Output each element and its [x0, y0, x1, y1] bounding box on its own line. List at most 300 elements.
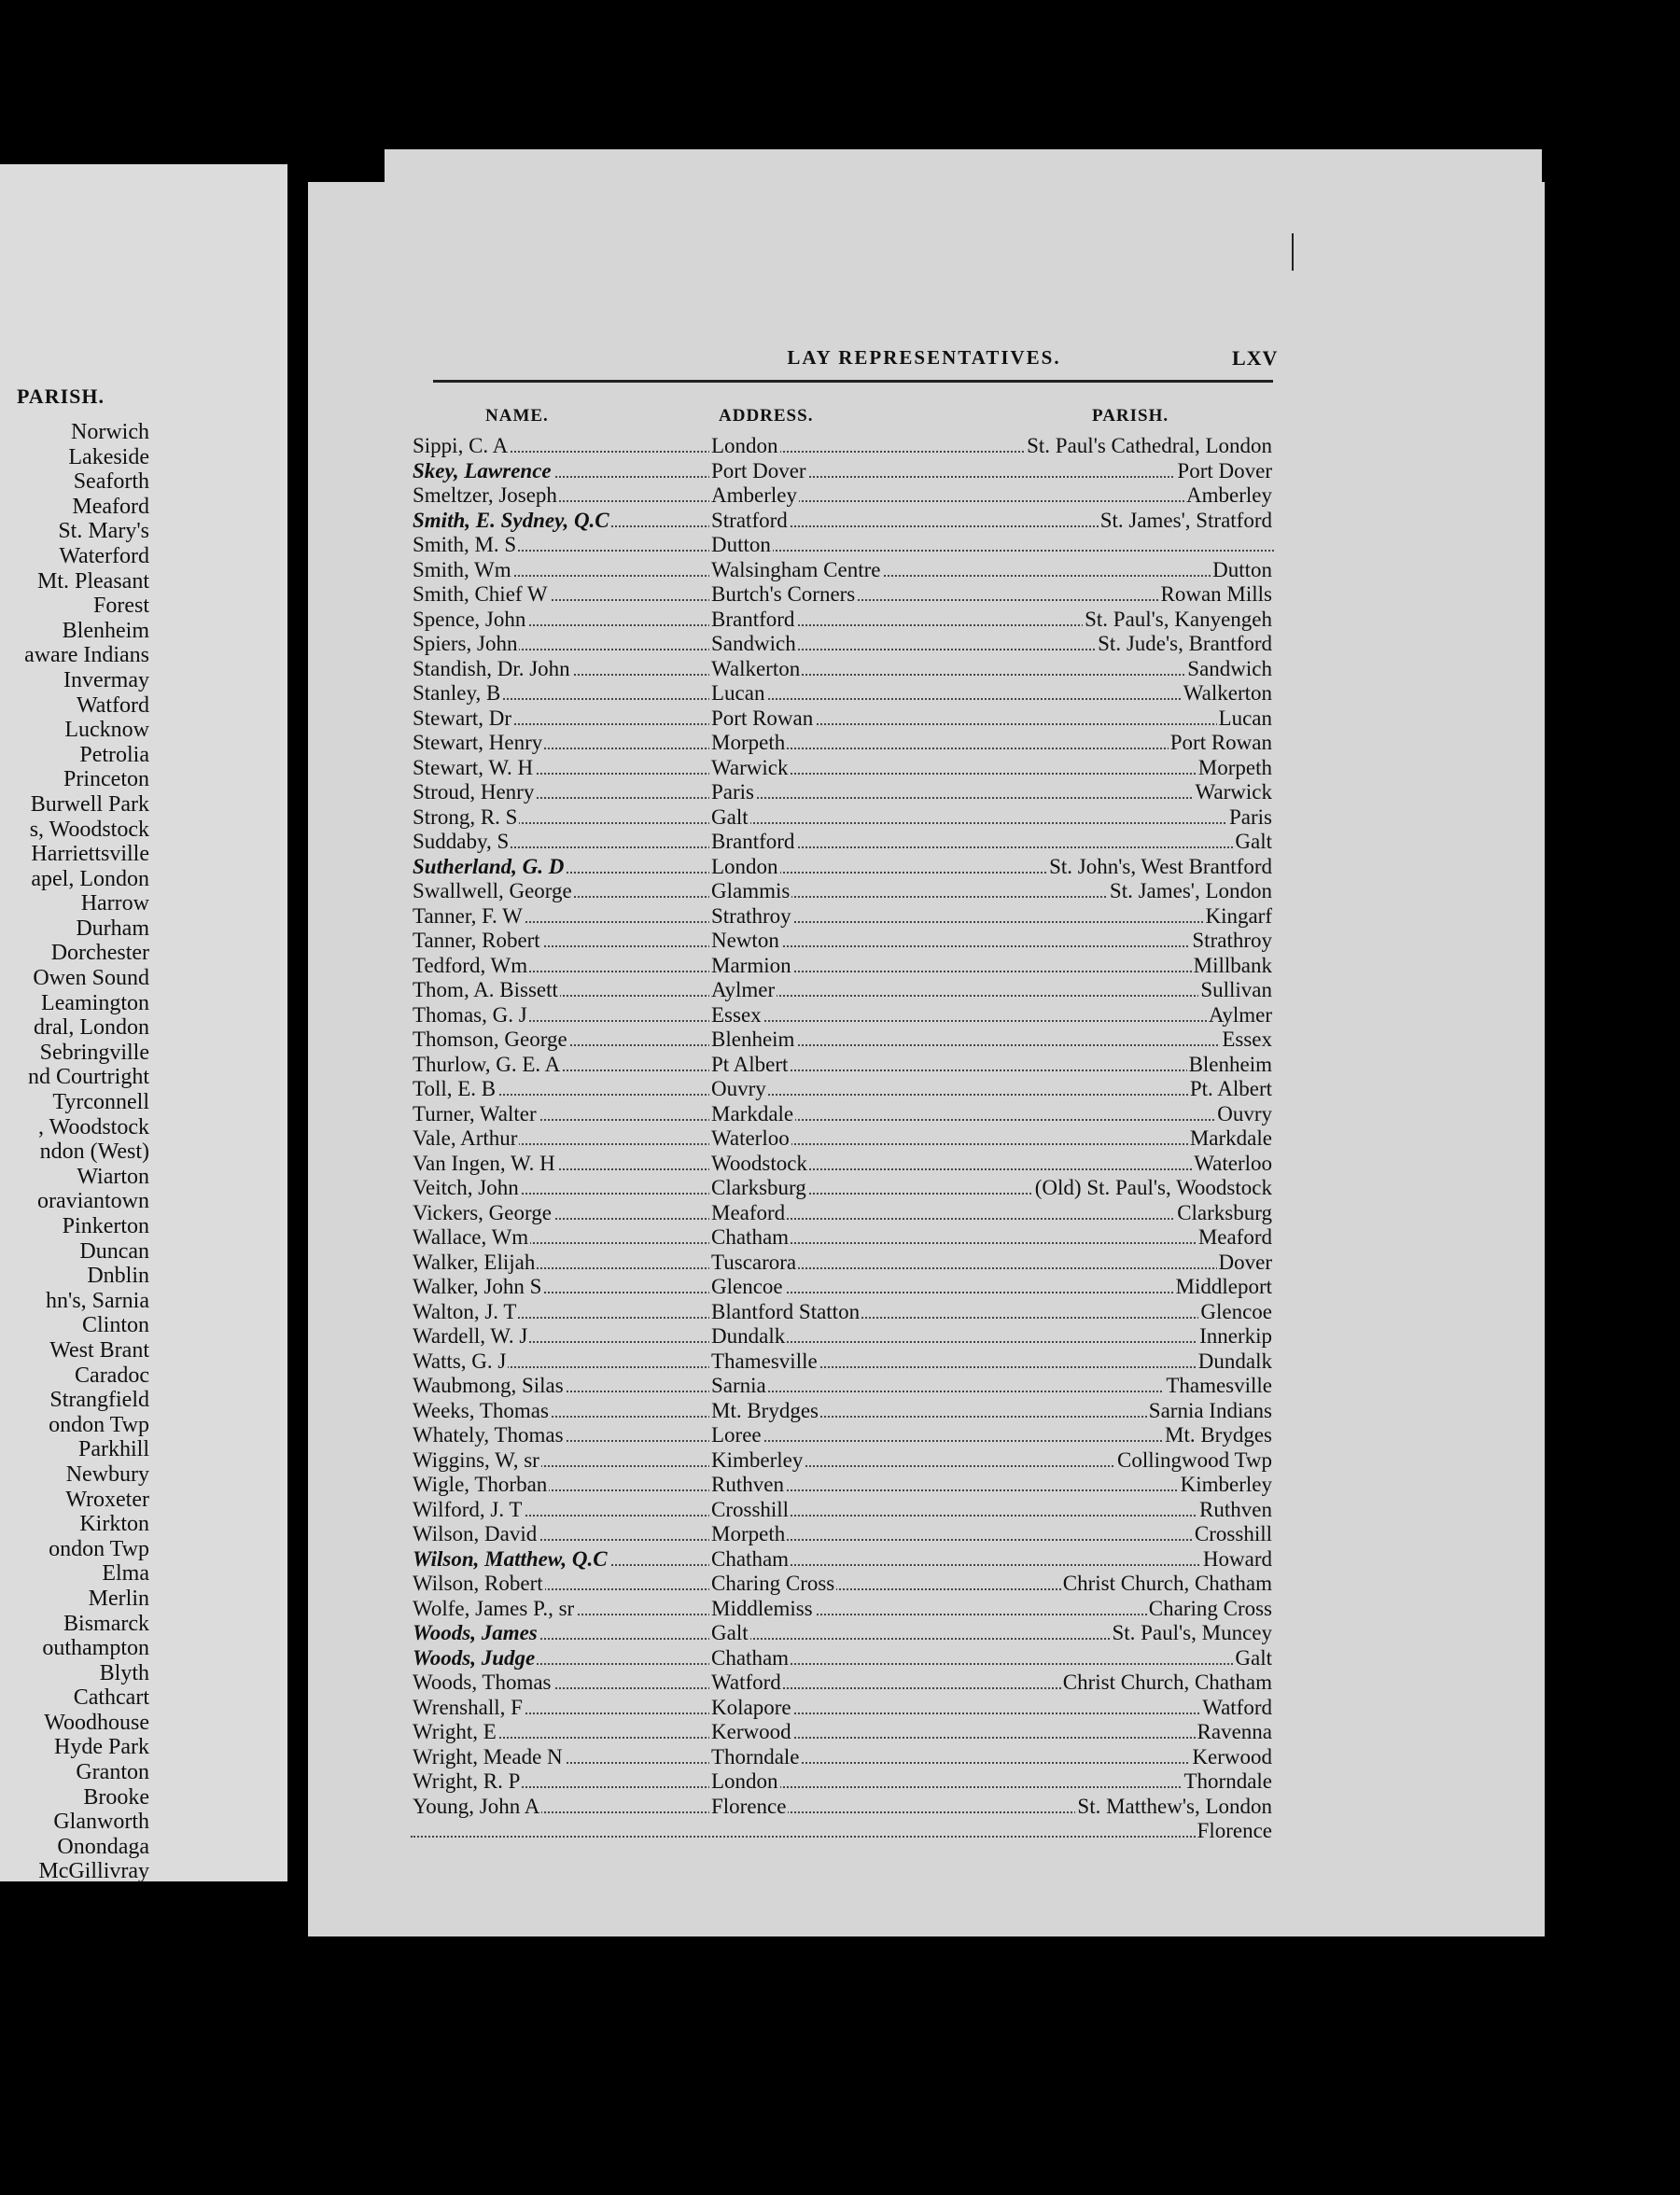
entry-parish: Paris: [1229, 804, 1272, 829]
left-parish-item: Onondaga: [57, 1834, 149, 1859]
entry-row: [411, 1028, 1274, 1053]
entry-address: Stratford: [711, 508, 788, 532]
entry-row: [411, 1696, 1274, 1721]
entry-parish: Charing Cross: [1148, 1596, 1272, 1620]
entry-parish: Ravenna: [1197, 1720, 1272, 1743]
entry-name: Stewart, W. H: [413, 755, 534, 779]
entry-parish: St. Jude's, Brantford: [1098, 632, 1272, 655]
entry-name: Wiggins, W, sr: [413, 1447, 539, 1472]
left-parish-item: Elma: [102, 1561, 149, 1587]
entry-row: [411, 954, 1274, 979]
entry-parish: Port Dover: [1177, 458, 1272, 482]
entry-row: [411, 805, 1274, 831]
entry-name: Smith, M. S: [413, 533, 517, 556]
entry-parish: Christ Church, Chatham: [1062, 1671, 1272, 1694]
left-parish-item: Forest: [93, 594, 149, 619]
entry-address: Chatham: [711, 1546, 790, 1571]
entry-address: Marmion: [711, 953, 791, 977]
entry-row: [411, 582, 1274, 608]
entry-name: Sutherland, G. D: [413, 854, 565, 878]
entry-name: Stroud, Henry: [413, 780, 535, 804]
left-parish-item: Glanworth: [53, 1810, 149, 1835]
entry-name: Sippi, C. A: [413, 434, 509, 457]
entry-row: [411, 1448, 1274, 1474]
entry-name: Wigle, Thorban: [413, 1473, 548, 1496]
entry-parish: St. Matthew's, London: [1077, 1794, 1272, 1818]
header-rule: [433, 380, 1273, 383]
left-parish-item: Blenheim: [62, 618, 149, 643]
entry-name: Smith, Chief W: [413, 582, 548, 606]
entry-row: [411, 1152, 1274, 1177]
entry-name: Skey, Lawrence: [413, 458, 552, 482]
entry-parish: Kingarf: [1205, 903, 1272, 928]
leader-dots: [411, 1126, 1274, 1145]
entry-row: [411, 533, 1274, 558]
entry-name: Waubmong, Silas: [413, 1374, 564, 1397]
entry-address: Amberley: [711, 483, 797, 507]
entry-parish: Middleport: [1175, 1275, 1272, 1298]
entry-row: [411, 1498, 1274, 1523]
entry-parish: St. Paul's, Muncey: [1112, 1621, 1272, 1644]
entry-name: Walker, John S: [413, 1275, 542, 1298]
left-parish-item: Kirkton: [79, 1512, 149, 1537]
left-parish-item: West Brant: [49, 1337, 149, 1363]
entry-row: [411, 1572, 1274, 1597]
entry-name: Stanley, B: [413, 681, 501, 705]
entry-name: Wilford, J. T: [413, 1497, 523, 1521]
entry-address: Meaford: [711, 1200, 786, 1224]
entry-address: Glammis: [711, 879, 791, 902]
entry-address: Paris: [711, 780, 754, 804]
left-parish-item: Princeton: [63, 767, 149, 792]
entry-parish: Strathroy: [1192, 929, 1272, 952]
left-parish-item: Norwich: [71, 420, 149, 444]
entry-parish: Thamesville: [1166, 1374, 1272, 1397]
entry-row: [411, 780, 1274, 805]
leader-dots: [411, 706, 1274, 725]
entry-parish: Lucan: [1218, 706, 1272, 730]
entry-row: [411, 1399, 1274, 1424]
entry-address: Lucan: [711, 681, 765, 705]
left-parish-item: Duncan: [79, 1238, 149, 1264]
entry-name: Wallace, Wm: [413, 1225, 529, 1249]
left-parish-item: Watford: [76, 692, 149, 718]
left-parish-item: Granton: [76, 1760, 149, 1785]
entry-row: [411, 1795, 1274, 1820]
entry-row: [411, 1646, 1274, 1671]
entry-parish: Essex: [1222, 1028, 1272, 1051]
leader-dots: [411, 780, 1274, 799]
entry-parish: Clarksburg: [1177, 1200, 1272, 1224]
left-parish-item: Merlin: [88, 1586, 149, 1611]
entry-address: Kimberley: [711, 1447, 804, 1472]
entry-parish: Howard: [1202, 1546, 1272, 1571]
left-parish-heading: PARISH.: [17, 384, 105, 408]
left-parish-item: Seaforth: [73, 469, 149, 495]
entry-row: [411, 1349, 1274, 1375]
entry-row: [411, 1720, 1274, 1745]
leader-dots: [411, 954, 1274, 972]
entry-parish: Rowan Mills: [1160, 582, 1272, 606]
margin-mark: [1292, 233, 1299, 271]
left-parish-item: Mt. Pleasant: [37, 568, 149, 594]
entry-parish: Dutton: [1212, 557, 1272, 581]
entry-address: London: [711, 854, 778, 878]
entry-row: [411, 1176, 1274, 1201]
entry-row: [411, 1769, 1274, 1795]
entry-row: [411, 1473, 1274, 1498]
left-parish-item: Parkhill: [78, 1437, 149, 1462]
entry-name: Vickers, George: [413, 1200, 552, 1224]
entry-parish: Kimberley: [1180, 1473, 1272, 1496]
entry-row: [411, 1374, 1274, 1399]
entry-parish: Meaford: [1197, 1225, 1272, 1249]
page-top-edge: [385, 149, 1542, 187]
entry-address: Glencoe: [711, 1275, 783, 1298]
entry-name: Tedford, Wm: [413, 953, 528, 977]
entry-address: Mt. Brydges: [711, 1398, 819, 1422]
left-parish-item: s, Woodstock: [29, 817, 149, 842]
entry-address: Clarksburg: [711, 1176, 806, 1199]
entry-name: Whately, Thomas: [413, 1423, 564, 1447]
entry-address: Loree: [711, 1423, 762, 1447]
left-parish-item: Lakeside: [68, 444, 149, 469]
running-head: LAY REPRESENTATIVES.: [787, 346, 1061, 369]
left-parish-item: Leamington: [41, 990, 149, 1015]
leader-dots: [411, 1646, 1274, 1665]
entry-parish: Aylmer: [1208, 1002, 1272, 1027]
left-parish-item: Wiarton: [77, 1164, 149, 1189]
column-head-parish: PARISH.: [1092, 406, 1169, 426]
leader-dots: [411, 1720, 1274, 1739]
entry-row: [411, 1547, 1274, 1573]
entry-address: Pt Albert: [711, 1052, 789, 1076]
left-parish-item: Harriettsville: [31, 842, 149, 867]
entry-address: Morpeth: [711, 731, 786, 754]
entry-row: [411, 509, 1274, 534]
entry-name: Vale, Arthur: [413, 1126, 518, 1150]
entry-name: Thomson, George: [413, 1028, 567, 1051]
entry-address: Aylmer: [711, 978, 776, 1001]
entry-parish: Kerwood: [1192, 1744, 1272, 1769]
entry-parish: Walkerton: [1183, 681, 1272, 705]
left-parish-item: Harrow: [80, 891, 149, 916]
entry-row: [411, 1423, 1274, 1448]
leader-dots: [411, 1819, 1274, 1838]
entry-parish: Sarnia Indians: [1148, 1398, 1272, 1422]
entry-name: Swallwell, George: [413, 879, 572, 902]
left-parish-item: outhampton: [42, 1636, 149, 1661]
entry-name: Young, John A: [413, 1794, 540, 1818]
left-parish-item: Hyde Park: [54, 1735, 149, 1760]
entry-address: Middlemiss: [711, 1596, 813, 1620]
left-parish-item: ndon (West): [39, 1139, 149, 1165]
entry-parish: Thorndale: [1183, 1769, 1272, 1793]
entry-parish: Ruthven: [1199, 1497, 1272, 1521]
entry-parish: St. James', London: [1109, 879, 1272, 902]
entry-address: Chatham: [711, 1645, 790, 1670]
entry-name: Veitch, John: [413, 1176, 519, 1199]
entry-parish: Glencoe: [1200, 1299, 1272, 1323]
entry-row: [411, 1671, 1274, 1696]
entry-name: Thom, A. Bissett: [413, 978, 558, 1001]
entry-address: Blantford Statton: [711, 1299, 861, 1323]
left-parish-item: McGillivray: [38, 1859, 149, 1884]
entry-name: Wilson, Robert: [413, 1572, 543, 1595]
entry-name: Standish, Dr. John: [413, 656, 570, 680]
entry-row: [411, 855, 1274, 880]
entry-address: Sarnia: [711, 1374, 766, 1397]
entry-name: Wright, R. P: [413, 1769, 521, 1793]
entry-name: Thurlow, G. E. A: [413, 1052, 561, 1076]
leader-dots: [411, 1077, 1274, 1096]
left-parish-item: Wroxeter: [65, 1487, 149, 1512]
entry-address: Newton: [711, 929, 779, 952]
entry-row: [411, 929, 1274, 954]
entry-row: [411, 1003, 1274, 1028]
leader-dots: [411, 533, 1274, 552]
left-parish-item: Lucknow: [64, 718, 149, 743]
page-number: LXV: [1232, 346, 1279, 370]
left-parish-item: aware Indians: [24, 643, 149, 668]
entry-parish: Markdale: [1189, 1126, 1272, 1150]
entry-name: Wright, Meade N: [413, 1744, 563, 1769]
left-parish-list: [0, 420, 149, 1884]
left-parish-item: ondon Twp: [49, 1412, 149, 1437]
entry-parish: St. Paul's, Kanyengeh: [1085, 607, 1272, 631]
entry-parish: Warwick: [1195, 780, 1272, 804]
entry-row: [411, 1201, 1274, 1226]
entry-row: [411, 632, 1274, 657]
entry-parish: Watford: [1202, 1695, 1272, 1719]
entry-parish: St. Paul's Cathedral, London: [1027, 434, 1272, 457]
entry-address: Sandwich: [711, 632, 796, 655]
column-head-address: ADDRESS.: [719, 406, 814, 426]
leader-dots: [411, 904, 1274, 923]
entry-address: Markdale: [711, 1101, 794, 1125]
left-parish-item: nd Courtright: [28, 1065, 149, 1090]
entry-parish: Blenheim: [1188, 1052, 1272, 1076]
left-parish-item: Blyth: [99, 1660, 149, 1685]
entry-name: Wolfe, James P., sr: [413, 1596, 575, 1620]
entry-address: Woodstock: [711, 1151, 807, 1175]
right-page: [308, 182, 1545, 1936]
entry-name: Toll, E. B: [413, 1077, 497, 1100]
entry-name: Stewart, Dr: [413, 706, 512, 730]
entry-name: Wright, E: [413, 1720, 497, 1743]
entry-parish: Amberley: [1186, 483, 1272, 507]
entry-row: [411, 1621, 1274, 1646]
entry-row: [411, 1324, 1274, 1349]
entry-parish: Galt: [1235, 1645, 1272, 1670]
entry-row: [411, 1102, 1274, 1127]
left-parish-item: Woodhouse: [44, 1710, 149, 1735]
entry-row: [411, 1077, 1274, 1102]
entry-name: Van Ingen, W. H: [413, 1151, 555, 1175]
entry-address: London: [711, 434, 778, 457]
entry-address: Thamesville: [711, 1349, 818, 1373]
entry-name: Tanner, Robert: [413, 929, 540, 952]
entry-parish: Florence: [1197, 1819, 1272, 1842]
entry-parish: St. John's, West Brantford: [1049, 854, 1272, 878]
leader-dots: [411, 1522, 1274, 1541]
entry-parish: Innerkip: [1199, 1324, 1272, 1348]
entry-row: [411, 1275, 1274, 1300]
entry-address: Galt: [711, 804, 749, 829]
entry-address: Waterloo: [711, 1126, 790, 1150]
leader-dots: [411, 1769, 1274, 1788]
leader-dots: [411, 1349, 1274, 1368]
left-parish-item: Newbury: [65, 1461, 149, 1487]
leader-dots: [411, 1324, 1274, 1343]
entry-address: Watford: [711, 1671, 781, 1694]
entry-row: [411, 459, 1274, 484]
entry-address: Brantford: [711, 607, 795, 631]
left-parish-item: apel, London: [31, 866, 149, 891]
entry-row: [411, 1300, 1274, 1325]
entry-row: [411, 1522, 1274, 1547]
entry-address: Warwick: [711, 755, 789, 779]
entry-parish: Dover: [1218, 1250, 1272, 1274]
left-parish-item: hn's, Sarnia: [46, 1288, 149, 1313]
entry-parish: Galt: [1235, 830, 1272, 853]
entry-row: [411, 608, 1274, 633]
entry-parish: Mt. Brydges: [1165, 1423, 1272, 1447]
entry-address: Essex: [711, 1002, 762, 1027]
entry-name: Walker, Elijah: [413, 1250, 536, 1274]
entry-address: London: [711, 1769, 778, 1793]
entry-address: Ouvry: [711, 1077, 766, 1100]
column-head-name: NAME.: [485, 406, 549, 426]
entry-parish: Morpeth: [1197, 755, 1272, 779]
entry-row: [411, 1819, 1274, 1844]
entry-row: [411, 1053, 1274, 1078]
entry-name: Smith, E. Sydney, Q.C: [413, 508, 609, 532]
left-parish-item: Invermay: [63, 667, 149, 692]
entry-address: Dutton: [711, 533, 771, 556]
left-parish-item: Sebringville: [39, 1040, 149, 1065]
leader-dots: [411, 1003, 1274, 1022]
entry-row: [411, 731, 1274, 756]
leader-dots: [411, 756, 1274, 775]
entry-row: [411, 978, 1274, 1003]
entry-parish: Ouvry: [1217, 1101, 1272, 1125]
entry-address: Burtch's Corners: [711, 582, 856, 606]
left-parish-item: Brooke: [83, 1784, 149, 1810]
entry-address: Galt: [711, 1621, 749, 1644]
entry-address: Kerwood: [711, 1720, 791, 1743]
entry-parish: Collingwood Twp: [1116, 1447, 1272, 1472]
entry-row: [411, 1745, 1274, 1770]
left-parish-item: St. Mary's: [58, 519, 149, 544]
entry-address: Kolapore: [711, 1695, 791, 1719]
entry-row: [411, 756, 1274, 781]
entry-parish: Sandwich: [1187, 656, 1272, 680]
left-parish-item: oraviantown: [37, 1189, 149, 1214]
left-parish-item: , Woodstock: [38, 1114, 149, 1139]
entry-name: Wilson, Matthew, Q.C: [413, 1546, 608, 1571]
entry-address: Walkerton: [711, 656, 801, 680]
entry-row: [411, 558, 1274, 583]
entry-address: Charing Cross: [711, 1572, 835, 1595]
left-page: [0, 164, 287, 1884]
entry-name: Weeks, Thomas: [413, 1398, 549, 1422]
left-parish-item: Petrolia: [79, 742, 149, 767]
leader-dots: [411, 1251, 1274, 1269]
entry-row: [411, 904, 1274, 930]
entry-row: [411, 830, 1274, 855]
leader-dots: [411, 1225, 1274, 1244]
entry-address: Ruthven: [711, 1473, 784, 1496]
entry-row: [411, 483, 1274, 509]
left-parish-item: Waterford: [59, 543, 149, 568]
leader-dots: [411, 1696, 1274, 1714]
entry-parish: Pt. Albert: [1189, 1077, 1272, 1100]
left-parish-item: Owen Sound: [33, 966, 149, 991]
entry-name: Suddaby, S: [413, 830, 510, 853]
leader-dots: [411, 805, 1274, 824]
entry-address: Walsingham Centre: [711, 557, 881, 581]
entry-address: Morpeth: [711, 1522, 786, 1545]
entry-row: [411, 1251, 1274, 1276]
entry-parish: Millbank: [1193, 953, 1272, 977]
entry-parish: St. James', Stratford: [1099, 508, 1272, 532]
entry-name: Woods, Thomas: [413, 1671, 552, 1694]
entry-row: [411, 1126, 1274, 1152]
leader-dots: [411, 681, 1274, 700]
left-parish-item: Durham: [76, 916, 149, 941]
entry-address: Tuscarora: [711, 1250, 797, 1274]
entry-address: Thorndale: [711, 1744, 800, 1769]
left-parish-item: ondon Twp: [49, 1536, 149, 1561]
entry-name: Smith, Wm: [413, 557, 511, 581]
entry-name: Wrenshall, F: [413, 1695, 523, 1719]
entry-parish: Waterloo: [1194, 1151, 1272, 1175]
leader-dots: [411, 1498, 1274, 1517]
entry-row: [411, 706, 1274, 732]
entry-name: Smeltzer, Joseph: [413, 483, 557, 507]
entry-address: Port Rowan: [711, 706, 814, 730]
left-parish-item: Cathcart: [73, 1685, 149, 1711]
entry-name: Turner, Walter: [413, 1101, 537, 1125]
entry-address: Strathroy: [711, 903, 791, 928]
left-parish-item: Pinkerton: [62, 1214, 149, 1238]
left-parish-item: Strangfield: [49, 1388, 149, 1413]
entry-parish: (Old) St. Paul's, Woodstock: [1034, 1176, 1272, 1199]
left-parish-item: Tyrconnell: [52, 1090, 149, 1115]
left-parish-item: Meaford: [72, 494, 149, 519]
entry-address: Florence: [711, 1794, 787, 1818]
entry-name: Watts, G. J: [413, 1349, 507, 1373]
entry-row: [411, 1225, 1274, 1251]
left-parish-item: Caradoc: [75, 1363, 149, 1388]
entry-address: Crosshill: [711, 1497, 790, 1521]
entry-row: [411, 681, 1274, 706]
leader-dots: [411, 1102, 1274, 1121]
entry-address: Blenheim: [711, 1028, 795, 1051]
entry-name: Woods, Judge: [413, 1645, 536, 1670]
entry-parish: Dundalk: [1197, 1349, 1272, 1373]
entry-name: Strong, R. S: [413, 804, 518, 829]
entries-list: [411, 434, 1274, 1844]
entry-row: [411, 879, 1274, 904]
entry-parish: Port Rowan: [1169, 731, 1272, 754]
left-parish-item: Bismarck: [63, 1611, 149, 1636]
entry-address: Port Dover: [711, 458, 806, 482]
entry-name: Spence, John: [413, 607, 526, 631]
entry-name: Walton, J. T: [413, 1299, 517, 1323]
entry-row: [411, 434, 1274, 459]
